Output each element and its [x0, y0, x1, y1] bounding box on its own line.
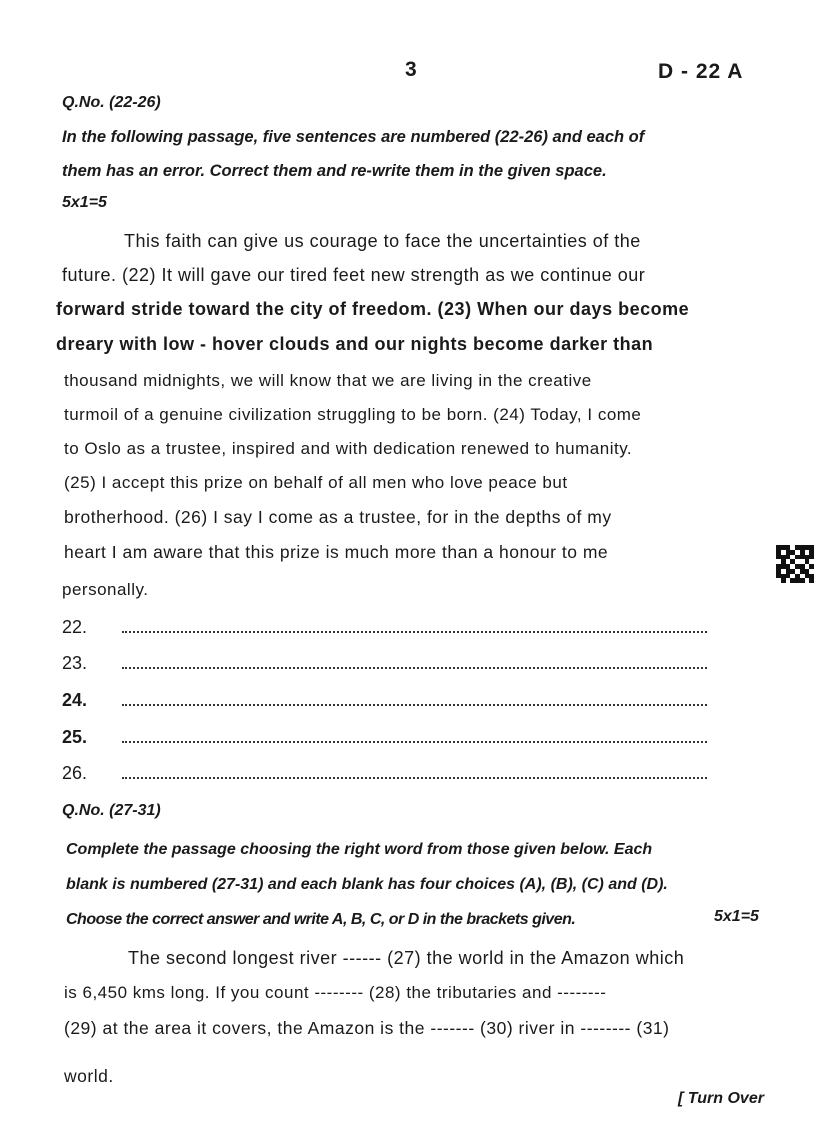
answer-number: 24.	[62, 690, 88, 710]
instruction-line-2: blank is numbered (27-31) and each blank has four choices (A), (B), (C) and (D).	[66, 876, 668, 893]
passage-line: personally.	[62, 580, 149, 599]
passage-line: future. (22) It will gave our tired feet new strength as we continue our	[62, 265, 646, 285]
instruction-line-3: Choose the correct answer and write A, B, C, or D in the brackets given.	[66, 911, 576, 928]
passage-line: is 6,450 kms long. If you count -------- (28) the tributaries and --------	[64, 983, 607, 1002]
instruction-line-1: Complete the passage choosing the right word from those given below. Each	[66, 841, 653, 858]
question-number-heading-22-26: Q.No. (22-26)	[62, 94, 161, 111]
answer-blank[interactable]	[122, 692, 707, 706]
passage-line: dreary with low - hover clouds and our nights become darker than	[56, 334, 654, 354]
passage-line: forward stride toward the city of freedom. (23) When our days become	[56, 299, 690, 319]
answer-blank[interactable]	[122, 765, 707, 779]
page-number: 3	[405, 58, 417, 81]
turn-over-note: [ Turn Over	[678, 1090, 764, 1107]
answer-line-25[interactable]	[62, 727, 707, 748]
passage-line: to Oslo as a trustee, inspired and with dedication renewed to humanity.	[64, 439, 633, 458]
answer-blank[interactable]	[122, 655, 707, 669]
paper-code: D - 22 A	[658, 60, 744, 83]
passage-line: The second longest river ------ (27) the world in the Amazon which	[128, 948, 685, 968]
passage-line: heart I am aware that this prize is much more than a honour to me	[64, 542, 609, 562]
answer-line-23[interactable]	[62, 653, 707, 674]
passage-line: This faith can give us courage to face the uncertainties of the	[124, 231, 641, 251]
passage-line: world.	[64, 1066, 114, 1086]
question-number-heading-27-31: Q.No. (27-31)	[62, 802, 161, 819]
passage-line: thousand midnights, we will know that we are living in the creative	[64, 371, 592, 390]
answer-number: 25.	[62, 727, 88, 747]
marks-label: 5x1=5	[62, 194, 107, 211]
passage-line: (25) I accept this prize on behalf of all men who love peace but	[64, 473, 568, 492]
answer-number: 26.	[62, 763, 88, 783]
answer-number: 23.	[62, 653, 88, 673]
passage-line: (29) at the area it covers, the Amazon is the ------- (30) river in -------- (31)	[64, 1018, 670, 1038]
qr-code-icon	[776, 545, 814, 583]
answer-number: 22.	[62, 617, 88, 637]
answer-line-24[interactable]	[62, 690, 707, 711]
answer-blank[interactable]	[122, 619, 707, 633]
answer-line-22[interactable]	[62, 617, 707, 638]
passage-line: brotherhood. (26) I say I come as a trustee, for in the depths of my	[64, 507, 612, 527]
answer-line-26[interactable]	[62, 763, 707, 784]
passage-line: turmoil of a genuine civilization struggling to be born. (24) Today, I come	[64, 405, 642, 424]
marks-label: 5x1=5	[714, 908, 759, 925]
instruction-line-1: In the following passage, five sentences are numbered (22-26) and each of	[62, 128, 645, 146]
answer-blank[interactable]	[122, 729, 707, 743]
instruction-line-2: them has an error. Correct them and re-write them in the given space.	[62, 162, 607, 180]
